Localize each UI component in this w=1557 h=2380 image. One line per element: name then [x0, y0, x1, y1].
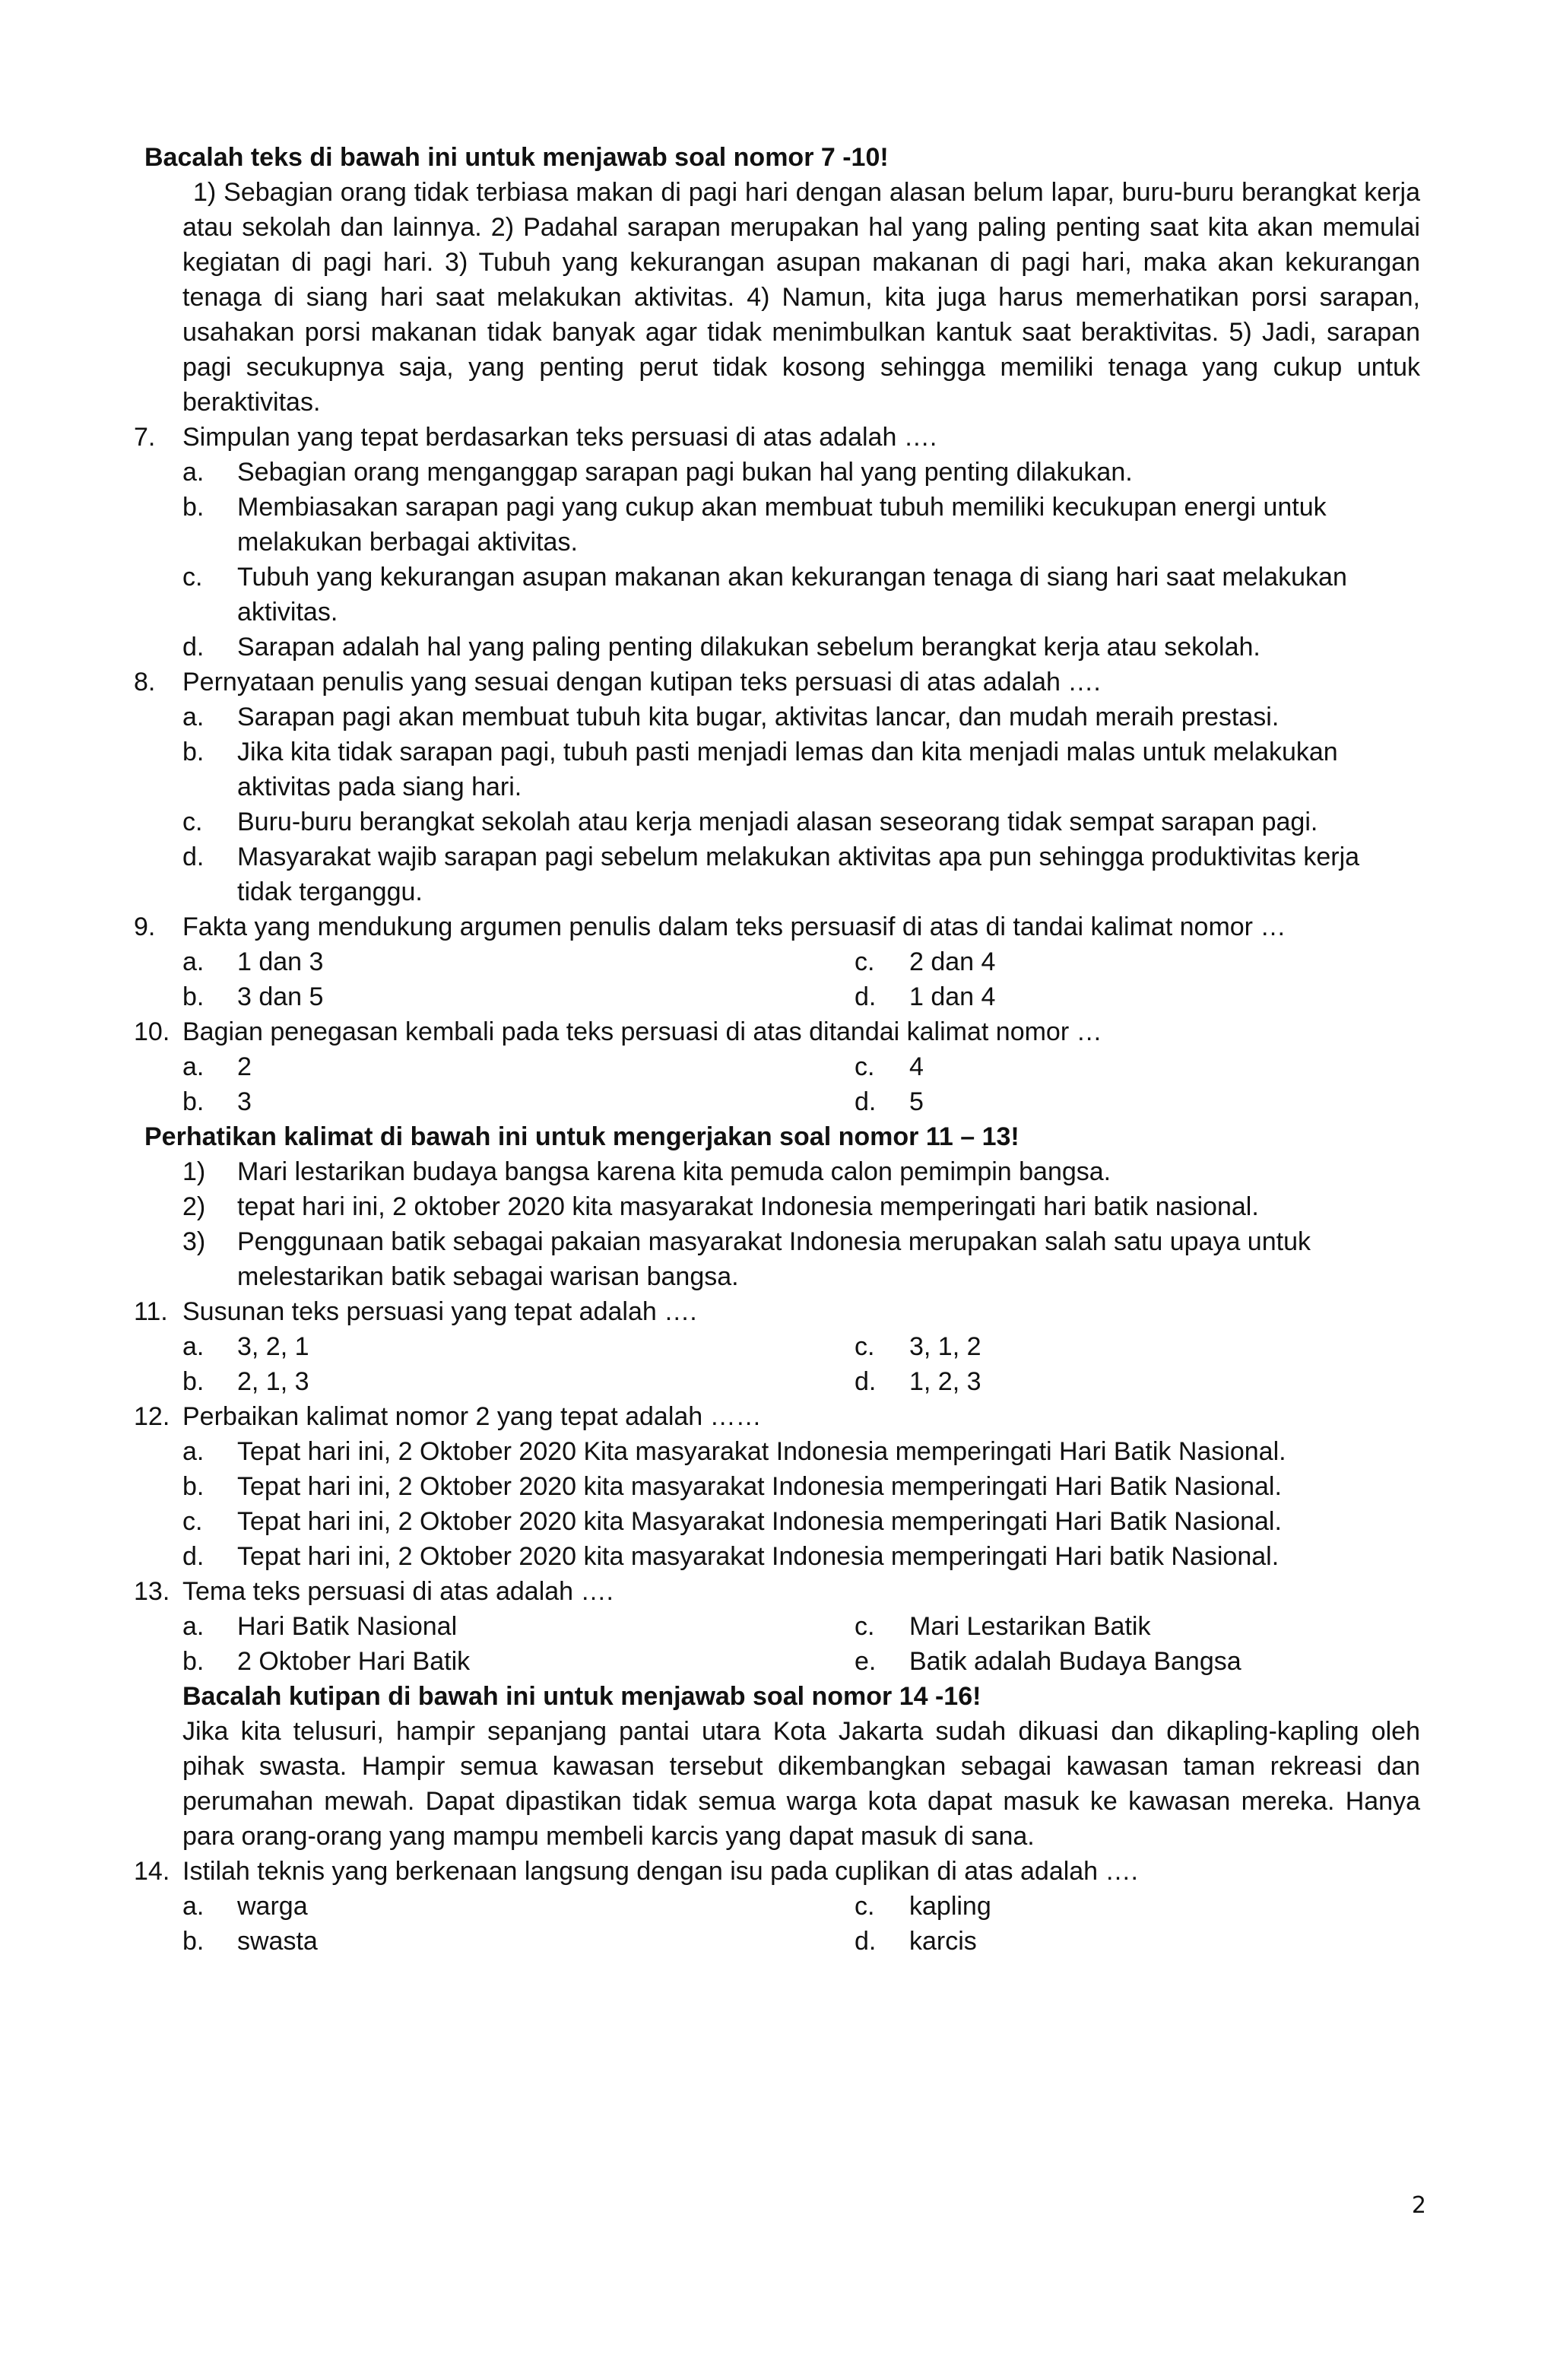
option-text: 1 dan 3 [237, 947, 324, 976]
question-14-options [134, 1889, 1420, 1959]
answer-option [182, 630, 1420, 665]
answer-option [182, 490, 1420, 560]
answer-option [855, 944, 1420, 979]
option-text: Membiasakan sarapan pagi yang cukup akan membuat tubuh memiliki kecukupan energi untuk melakukan berbagai aktivitas. [237, 493, 1327, 557]
option-label: a. [182, 1892, 205, 1921]
option-label: b. [182, 1087, 205, 1116]
option-label: c. [855, 947, 875, 976]
option-text: Buru-buru berangkat sekolah atau kerja menjadi alasan seseorang tidak sempat sarapan pagi. [237, 808, 1318, 836]
question-text: Bagian penegasan kembali pada teks persuasi di atas ditandai kalimat nomor … [182, 1017, 1102, 1046]
answer-option [855, 1364, 1420, 1399]
option-label: d. [855, 982, 877, 1011]
answer-option [855, 1924, 1420, 1959]
option-text: 1 dan 4 [909, 982, 996, 1011]
answer-option [182, 1609, 855, 1644]
question-10 [134, 1014, 1420, 1049]
option-text: Jika kita tidak sarapan pagi, tubuh pasti menjadi lemas dan kita menjadi malas untuk melakukan aktivitas pada siang hari. [237, 738, 1338, 801]
question-13-options [134, 1609, 1420, 1679]
question-text: Pernyataan penulis yang sesuai dengan kutipan teks persuasi di atas adalah …. [182, 668, 1101, 697]
option-text: Tubuh yang kekurangan asupan makanan akan kekurangan tenaga di siang hari saat melakukan aktivitas. [237, 563, 1347, 627]
option-text: karcis [909, 1927, 977, 1956]
option-text: 2 [237, 1052, 252, 1081]
question-9 [134, 909, 1420, 944]
option-text: 3, 1, 2 [909, 1332, 981, 1361]
answer-option [182, 560, 1420, 630]
option-text: 3, 2, 1 [237, 1332, 309, 1361]
option-label: c. [182, 808, 203, 836]
statement-list [134, 1154, 1420, 1294]
answer-option [182, 1049, 855, 1084]
option-label: d. [182, 633, 205, 662]
option-label: b. [182, 1647, 205, 1676]
question-13 [134, 1574, 1420, 1609]
question-7 [134, 420, 1420, 455]
answer-option [182, 1364, 855, 1399]
question-number: 9. [134, 912, 156, 941]
answer-option [182, 1434, 1420, 1469]
page-content [134, 140, 1420, 1959]
option-text: 2, 1, 3 [237, 1367, 309, 1396]
option-label: c. [855, 1612, 875, 1641]
question-text: Perbaikan kalimat nomor 2 yang tepat adalah …… [182, 1402, 762, 1431]
option-label: b. [182, 1367, 205, 1396]
option-label: a. [182, 703, 205, 731]
answer-option [182, 735, 1420, 804]
option-label: a. [182, 1332, 205, 1361]
option-label: a. [182, 1052, 205, 1081]
answer-option [182, 1084, 855, 1119]
question-number: 11. [134, 1297, 168, 1326]
statement-label: 1) [182, 1157, 206, 1186]
answer-option [855, 1889, 1420, 1924]
option-label: a. [182, 1612, 205, 1641]
question-12-options [134, 1434, 1420, 1574]
statement-item [182, 1154, 1420, 1189]
option-label: d. [855, 1927, 877, 1956]
reading-passage-jakarta: Jika kita telusuri, hampir sepanjang pantai utara Kota Jakarta sudah dikuasi dan dikapling-kapling oleh pihak swasta. Hampir semua kawasan tersebut dikembangkan sebagai kawasan taman rekreasi dan perumahan mewah. Dapat dipastikan tidak semua warga kota dapat masuk ke kawasan mereka. Hanya para orang-orang yang mampu membeli karcis yang dapat masuk di sana. [182, 1717, 1420, 1851]
option-text: 4 [909, 1052, 924, 1081]
question-number: 14. [134, 1857, 170, 1886]
statement-text: Mari lestarikan budaya bangsa karena kita pemuda calon pemimpin bangsa. [237, 1157, 1111, 1186]
option-label: d. [182, 843, 205, 871]
option-text: 5 [909, 1087, 924, 1116]
option-label: b. [182, 1927, 205, 1956]
answer-option [855, 1084, 1420, 1119]
option-text: Tepat hari ini, 2 Oktober 2020 kita Masyarakat Indonesia memperingati Hari Batik Nasional. [237, 1507, 1282, 1536]
answer-option [182, 1504, 1420, 1539]
question-text: Fakta yang mendukung argumen penulis dalam teks persuasif di atas di tandai kalimat nomor … [182, 912, 1286, 941]
option-label: e. [855, 1647, 877, 1676]
option-label: b. [182, 493, 205, 522]
option-text: Tepat hari ini, 2 Oktober 2020 kita masyarakat Indonesia memperingati Hari batik Nasional. [237, 1542, 1280, 1571]
option-label: c. [855, 1052, 875, 1081]
question-number: 10. [134, 1017, 170, 1046]
question-14 [134, 1854, 1420, 1889]
option-label: c. [855, 1332, 875, 1361]
option-text: Mari Lestarikan Batik [909, 1612, 1151, 1641]
option-text: 2 dan 4 [909, 947, 996, 976]
question-11-options [134, 1329, 1420, 1399]
statement-item [182, 1189, 1420, 1224]
answer-option [182, 979, 855, 1014]
option-label: b. [182, 738, 205, 766]
option-label: c. [855, 1892, 875, 1921]
option-text: 3 dan 5 [237, 982, 324, 1011]
option-text: Tepat hari ini, 2 Oktober 2020 kita masyarakat Indonesia memperingati Hari Batik Nasional. [237, 1472, 1282, 1501]
option-text: kapling [909, 1892, 991, 1921]
option-label: a. [182, 458, 205, 487]
option-label: a. [182, 947, 205, 976]
question-number: 13. [134, 1577, 170, 1606]
question-12 [134, 1399, 1420, 1434]
answer-option [182, 1329, 855, 1364]
question-8-options [134, 700, 1420, 909]
answer-option [182, 1644, 855, 1679]
option-text: Sarapan pagi akan membuat tubuh kita bugar, aktivitas lancar, dan mudah meraih prestasi. [237, 703, 1280, 731]
option-text: Tepat hari ini, 2 Oktober 2020 Kita masyarakat Indonesia memperingati Hari Batik Nasional. [237, 1437, 1286, 1466]
section-heading-11-13: Perhatikan kalimat di bawah ini untuk mengerjakan soal nomor 11 – 13! [144, 1122, 1020, 1151]
answer-option [855, 1609, 1420, 1644]
option-text: 1, 2, 3 [909, 1367, 981, 1396]
answer-option [182, 804, 1420, 839]
question-text: Tema teks persuasi di atas adalah …. [182, 1577, 614, 1606]
statement-text: Penggunaan batik sebagai pakaian masyarakat Indonesia merupakan salah satu upaya untuk melestarikan batik sebagai warisan bangsa. [237, 1227, 1311, 1291]
answer-option [182, 700, 1420, 735]
option-text: 3 [237, 1087, 252, 1116]
answer-option [182, 1889, 855, 1924]
option-label: a. [182, 1437, 205, 1466]
option-label: d. [855, 1367, 877, 1396]
option-label: b. [182, 1472, 205, 1501]
option-text: Batik adalah Budaya Bangsa [909, 1647, 1241, 1676]
question-7-options [134, 455, 1420, 665]
option-label: d. [182, 1542, 205, 1571]
question-number: 8. [134, 668, 156, 697]
statement-item [182, 1224, 1420, 1294]
option-text: Sebagian orang menganggap sarapan pagi bukan hal yang penting dilakukan. [237, 458, 1133, 487]
option-text: Masyarakat wajib sarapan pagi sebelum melakukan aktivitas apa pun sehingga produktivitas kerja tidak terganggu. [237, 843, 1360, 906]
answer-option [182, 839, 1420, 909]
option-label: b. [182, 982, 205, 1011]
option-label: c. [182, 563, 203, 592]
question-number: 12. [134, 1402, 170, 1431]
option-text: 2 Oktober Hari Batik [237, 1647, 471, 1676]
answer-option [855, 979, 1420, 1014]
page-number: 2 [1411, 2192, 1426, 2219]
question-text: Istilah teknis yang berkenaan langsung dengan isu pada cuplikan di atas adalah …. [182, 1857, 1138, 1886]
answer-option [182, 1924, 855, 1959]
answer-option [855, 1049, 1420, 1084]
question-text: Simpulan yang tepat berdasarkan teks persuasi di atas adalah …. [182, 423, 937, 452]
answer-option [182, 944, 855, 979]
question-9-options [134, 944, 1420, 1014]
reading-passage-breakfast: 1) Sebagian orang tidak terbiasa makan di pagi hari dengan alasan belum lapar, buru-buru berangkat kerja atau sekolah dan lainnya. 2) Padahal sarapan merupakan hal yang paling penting saat kita akan memulai kegiatan di pagi hari. 3) Tubuh yang kekurangan asupan makanan di pagi hari, maka akan kekurangan tenaga di siang hari saat melakukan aktivitas. 4) Namun, kita juga harus memerhatikan porsi sarapan, usahakan porsi makanan tidak banyak agar tidak menimbulkan kantuk saat beraktivitas. 5) Jadi, sarapan pagi secukupnya saja, yang penting perut tidak kosong sehingga memiliki tenaga yang cukup untuk beraktivitas. [182, 178, 1420, 417]
option-label: d. [855, 1087, 877, 1116]
option-text: Hari Batik Nasional [237, 1612, 458, 1641]
question-text: Susunan teks persuasi yang tepat adalah …. [182, 1297, 697, 1326]
option-label: c. [182, 1507, 203, 1536]
option-text: swasta [237, 1927, 318, 1956]
answer-option [855, 1644, 1420, 1679]
question-10-options [134, 1049, 1420, 1119]
answer-option [855, 1329, 1420, 1364]
question-number: 7. [134, 423, 156, 452]
answer-option [182, 1539, 1420, 1574]
option-text: warga [237, 1892, 308, 1921]
statement-label: 2) [182, 1192, 206, 1221]
answer-option [182, 1469, 1420, 1504]
statement-label: 3) [182, 1227, 206, 1256]
question-8 [134, 665, 1420, 700]
statement-text: tepat hari ini, 2 oktober 2020 kita masyarakat Indonesia memperingati hari batik nasional. [237, 1192, 1259, 1221]
option-text: Sarapan adalah hal yang paling penting dilakukan sebelum berangkat kerja atau sekolah. [237, 633, 1261, 662]
section-heading-14-16: Bacalah kutipan di bawah ini untuk menjawab soal nomor 14 -16! [182, 1682, 981, 1711]
answer-option [182, 455, 1420, 490]
section-heading-7-10: Bacalah teks di bawah ini untuk menjawab soal nomor 7 -10! [144, 143, 889, 172]
question-11 [134, 1294, 1420, 1329]
